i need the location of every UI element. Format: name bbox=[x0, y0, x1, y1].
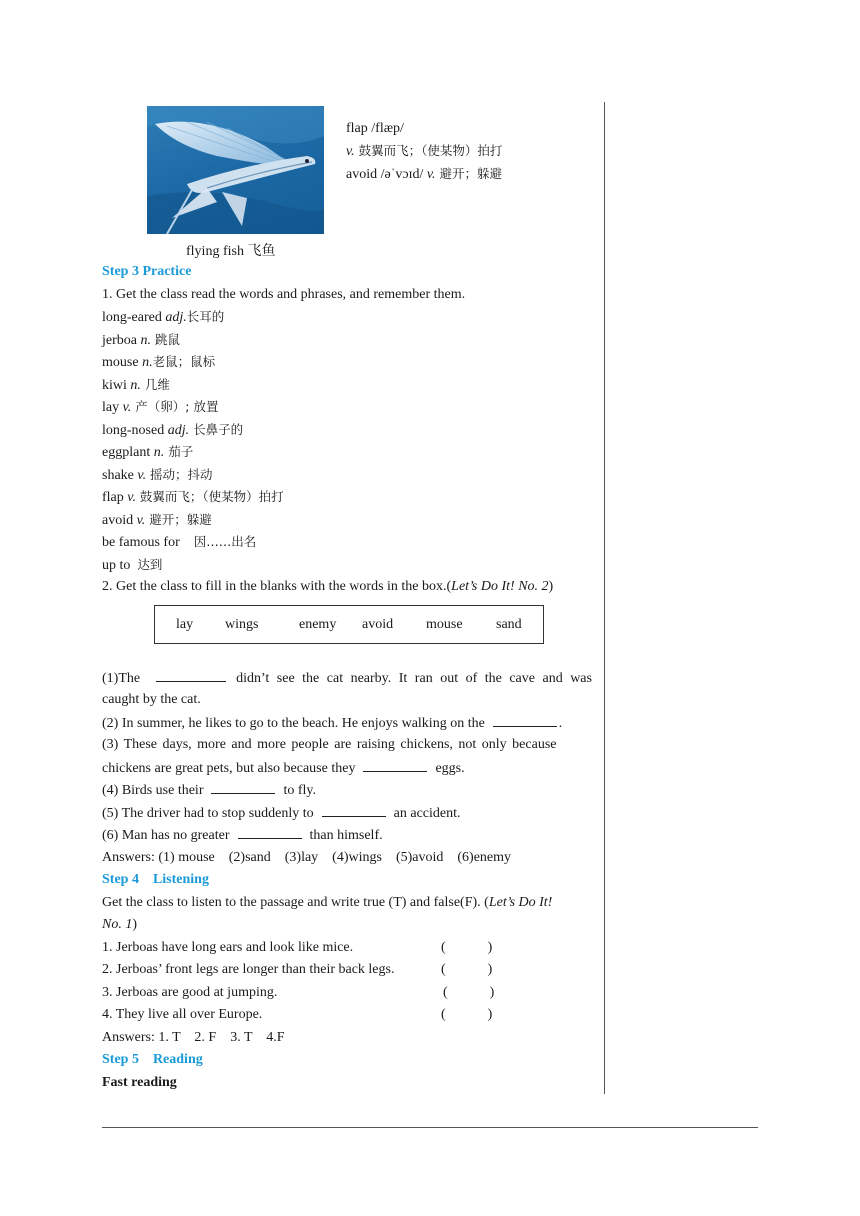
answer-paren[interactable]: ( ) bbox=[441, 1007, 493, 1022]
step5-heading: Step 5 Reading bbox=[102, 1052, 203, 1067]
word-box-item: sand bbox=[496, 617, 522, 632]
listening-item: 2. Jerboas’ front legs are longer than their back legs. bbox=[102, 962, 395, 977]
question-3-cont: chickens are great pets, but also because they eggs. bbox=[102, 757, 465, 781]
blank[interactable] bbox=[238, 824, 302, 839]
word-item: up to 达到 bbox=[102, 557, 163, 573]
step3-heading: Step 3 Practice bbox=[102, 264, 192, 279]
footer-rule bbox=[102, 1127, 758, 1128]
word-item: avoid v. 避开；躲避 bbox=[102, 512, 212, 528]
step4-instruction-cont: No. 1) bbox=[102, 917, 138, 932]
step4-heading: Step 4 Listening bbox=[102, 872, 209, 887]
step4-answers: Answers: 1. T 2. F 3. T 4.F bbox=[102, 1030, 285, 1045]
word-item: lay v. 产（卵）; 放置 bbox=[102, 399, 219, 415]
flying-fish-photo bbox=[147, 106, 324, 234]
gloss-avoid: avoid /əˈvɔɪd/ v. 避开；躲避 bbox=[346, 166, 503, 182]
blank[interactable] bbox=[363, 757, 427, 772]
word-box-item: enemy bbox=[299, 617, 337, 632]
blank[interactable] bbox=[156, 667, 226, 682]
listening-item: 4. They live all over Europe. bbox=[102, 1007, 263, 1022]
word-box bbox=[154, 605, 544, 644]
word-box-item: mouse bbox=[426, 617, 463, 632]
question-6: (6) Man has no greater than himself. bbox=[102, 824, 383, 848]
question-2: (2) In summer, he likes to go to the beach. He enjoys walking on the . bbox=[102, 712, 562, 736]
step3-answers: Answers: (1) mouse (2)sand (3)lay (4)wings (5)avoid (6)enemy bbox=[102, 850, 512, 865]
word-box-item: wings bbox=[225, 617, 259, 632]
word-item: flap v. 鼓翼而飞；（使某物）拍打 bbox=[102, 489, 284, 505]
word-item: long-eared adj.长耳的 bbox=[102, 309, 225, 325]
listening-item: 1. Jerboas have long ears and look like mice. bbox=[102, 940, 354, 955]
gloss-flap: flap /flæp/ bbox=[346, 121, 404, 136]
step4-instruction: Get the class to listen to the passage and write true (T) and false(F). (Let’s Do It! bbox=[102, 895, 553, 910]
word-item: be famous for 因……出名 bbox=[102, 534, 257, 550]
question-4: (4) Birds use their to fly. bbox=[102, 779, 316, 803]
step3-instruction1: 1. Get the class read the words and phrases, and remember them. bbox=[102, 287, 466, 302]
word-box-item: lay bbox=[176, 617, 194, 632]
step5-subheading: Fast reading bbox=[102, 1075, 177, 1090]
answer-paren[interactable]: ( ) bbox=[443, 985, 495, 1000]
column-divider bbox=[604, 102, 605, 1094]
blank[interactable] bbox=[322, 802, 386, 817]
word-item: mouse n.老鼠；鼠标 bbox=[102, 354, 216, 370]
answer-paren[interactable]: ( ) bbox=[441, 962, 493, 977]
word-item: long-nosed adj. 长鼻子的 bbox=[102, 422, 244, 438]
word-item: shake v. 摇动；抖动 bbox=[102, 467, 213, 483]
gloss-flap-meaning: v. 鼓翼而飞；（使某物）拍打 bbox=[346, 143, 503, 159]
question-1: (1)The didn’t see the cat nearby. It ran out of the cave and was bbox=[102, 667, 592, 691]
blank[interactable] bbox=[493, 712, 557, 727]
question-1-cont: caught by the cat. bbox=[102, 692, 201, 707]
word-item: kiwi n. 几维 bbox=[102, 377, 170, 393]
question-5: (5) The driver had to stop suddenly to an accident. bbox=[102, 802, 461, 826]
word-item: jerboa n. 跳鼠 bbox=[102, 332, 180, 348]
word-item: eggplant n. 茄子 bbox=[102, 444, 194, 460]
step3-instruction2: 2. Get the class to fill in the blanks with the words in the box.(Let’s Do It! No. 2) bbox=[102, 579, 554, 594]
answer-paren[interactable]: ( ) bbox=[441, 940, 493, 955]
photo-caption: flying fish 飞鱼 bbox=[186, 244, 276, 259]
listening-item: 3. Jerboas are good at jumping. bbox=[102, 985, 278, 1000]
question-3: (3) These days, more and more people are raising chickens, not only because bbox=[102, 737, 557, 752]
word-box-item: avoid bbox=[362, 617, 394, 632]
blank[interactable] bbox=[211, 779, 275, 794]
